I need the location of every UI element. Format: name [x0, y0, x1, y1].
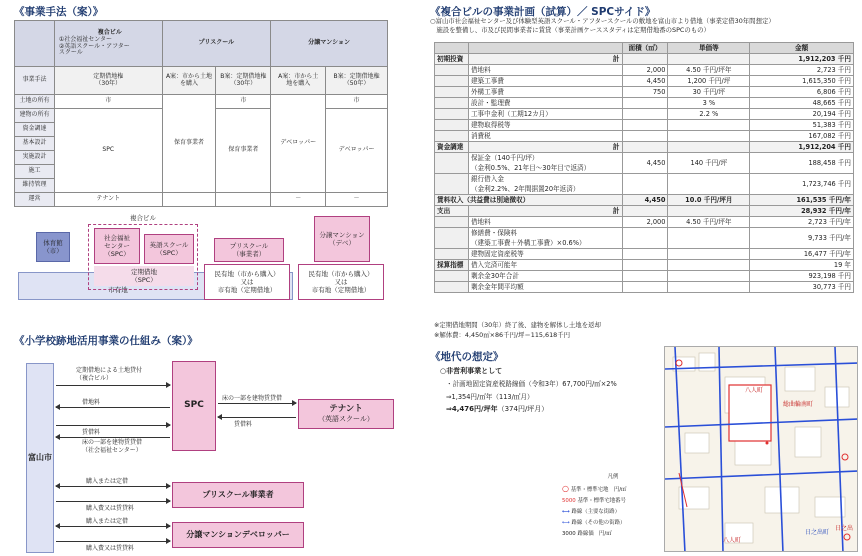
keikaku-cell-item: 建築工事費: [468, 76, 622, 87]
keikaku-row: [435, 282, 854, 293]
keikaku-cell-item: 設計・監理費: [468, 98, 622, 109]
keikaku-cell-amt: 923,198 千円: [750, 271, 854, 282]
route-price-map: [664, 346, 858, 552]
keikaku-cell-area: 4,450: [622, 76, 668, 87]
keikaku-cell-cat: 賃料収入（共益費は別途徴収）: [435, 195, 623, 206]
keikaku-cell-item: 建物取得税等: [468, 120, 622, 131]
legend-row1-text: 基準・標準宅地 円/㎡: [570, 487, 627, 493]
legend-row2-text: 基準・標準宅地番号: [577, 498, 626, 504]
legend-row5-text: 路線価 円/㎡: [577, 531, 612, 537]
keikaku-cell-item: 剰余金30年合計: [468, 271, 622, 282]
keikaku-cell-amt: 167,082 千円: [750, 131, 854, 142]
minyu1-block: 民有地（市から購入） 又は 市有地（定期借地）: [204, 264, 290, 300]
arrow6-label: 賃借料: [234, 421, 253, 428]
keikaku-cell-cat: [435, 217, 469, 228]
row-jisshi: 実施設計: [15, 151, 55, 165]
keikaku-cell-amt: 48,665 千円: [750, 98, 854, 109]
keikaku-cell-item: 借地料: [468, 65, 622, 76]
keikaku-cell-area: [622, 109, 668, 120]
keikaku-cell-unit: 3 %: [668, 98, 750, 109]
arrow2: [56, 407, 170, 408]
keikaku-cell-area: [622, 282, 668, 293]
keikaku-cell-unit: 4.50 千円/坪年: [668, 65, 750, 76]
map-svg: [665, 347, 858, 552]
keikaku-cell-area: 4,450: [622, 195, 668, 206]
map-legend: [562, 472, 664, 554]
keikaku-cell-area: [622, 54, 668, 65]
header-preschool: プリスクール: [162, 21, 271, 67]
keikaku-cell-cat: 支出: [435, 206, 469, 217]
chidai-l3: ⇒1,354円/㎡年（113/㎡月）: [446, 393, 534, 401]
keikaku-cell-item: 保証金（140千円/坪） （金利0.5%、21年目～30年目で返済）: [468, 153, 622, 174]
keikaku-cell-amt: 1,912,203 千円: [750, 54, 854, 65]
cell-pre-b-jigyosha: 保育事業者: [216, 109, 271, 193]
taiikukan-block: 体育館 （市）: [36, 232, 70, 262]
spc-box: SPC: [172, 361, 216, 451]
keikaku-cell-unit: [668, 228, 750, 249]
pre-block: プリスクール （事業者）: [214, 238, 284, 262]
header-fukugo: [54, 21, 162, 67]
cell-pre-b-tochi: 市: [216, 95, 271, 109]
arrow9: [56, 526, 170, 527]
keikaku-cell-cat: [435, 249, 469, 260]
keikaku-cell-cat: 初期投資: [435, 54, 469, 65]
keikaku-cell-unit: 1,200 千円/坪: [668, 76, 750, 87]
section-title-keikaku: 《複合ビルの事業計画（試算）／ SPCサイド》: [430, 6, 656, 18]
keikaku-cell-area: [622, 260, 668, 271]
keikaku-cell-sub: 計: [468, 206, 622, 217]
keikaku-cell-cat: [435, 98, 469, 109]
tenant-label: テナント: [329, 404, 363, 415]
keikaku-cell-cat: [435, 228, 469, 249]
keikaku-cell-sub: 計: [468, 54, 622, 65]
keikaku-row: [435, 76, 854, 87]
chidai-l2: ・計画地固定資産税路線価（令和3年）67,700円/㎡×2%: [446, 380, 617, 388]
keikaku-cell-item: 修繕費・保険料 （建築工事費＋外構工事費）×0.6%）: [468, 228, 622, 249]
section-title-chidai: 《地代の想定》: [430, 351, 504, 363]
keikaku-row: [435, 131, 854, 142]
arrow10: [56, 541, 170, 542]
shiyuchi-label: 市有地: [108, 286, 128, 294]
keikaku-row: [435, 260, 854, 271]
keikaku-cell-area: [622, 120, 668, 131]
keikaku-table: [434, 42, 854, 293]
row-unei: 運営: [15, 193, 55, 207]
keikaku-cell-area: 4,450: [622, 153, 668, 174]
keikaku-cell-area: 2,000: [622, 65, 668, 76]
cell-fukugo-spc: SPC: [54, 109, 162, 193]
keikaku-foot2: ※解体費：4,450㎡×86千円/坪＝115,618千円: [434, 331, 571, 339]
keikaku-header-row: [435, 43, 854, 54]
keikaku-cell-amt: 9,733 千円/年: [750, 228, 854, 249]
toyama-box: 富山市: [26, 363, 54, 553]
keikaku-cell-unit: 30 千円/坪: [668, 87, 750, 98]
keikaku-row: [435, 120, 854, 131]
keikaku-cell-cat: [435, 65, 469, 76]
keikaku-cell-area: 2,000: [622, 217, 668, 228]
row-tochi: 土地の所有: [15, 95, 55, 109]
keikaku-header-0: [435, 43, 469, 54]
keikaku-cell-amt: 28,932 千円/年: [750, 206, 854, 217]
main-road-icon: ⟷: [562, 509, 570, 515]
keikaku-cell-item: 工事中金利（工期12カ月）: [468, 109, 622, 120]
cell-fukugo-tochi: 市: [54, 95, 162, 109]
keikaku-cell-cat: 採算指標: [435, 260, 469, 271]
keikaku-cell-unit: 4.50 千円/坪年: [668, 217, 750, 228]
mansion-block: 分譲マンション （デベ）: [314, 216, 370, 262]
tenant-sub: （英語スクール）: [318, 414, 374, 423]
keikaku-cell-unit: 10.0 千円/坪月: [668, 195, 750, 206]
keikaku-cell-area: [622, 271, 668, 282]
legend-5000: 5000: [562, 498, 576, 504]
arrow3: [56, 425, 170, 426]
row-tatemono: 建物の所有: [15, 109, 55, 123]
cell-pre-a-unei: [162, 193, 216, 207]
chidai-l4: [446, 404, 548, 414]
keikaku-cell-unit: [668, 131, 750, 142]
legend-3000: 3000: [562, 531, 576, 537]
eigo-block: 英語スクール （SPC）: [144, 234, 194, 264]
keikaku-row: [435, 206, 854, 217]
keikaku-cell-amt: 6,806 千円: [750, 87, 854, 98]
row-kihon: 基本設計: [15, 137, 55, 151]
arrow7: [56, 486, 170, 487]
row-iji: 維持管理: [15, 179, 55, 193]
tenant-box: [298, 399, 394, 429]
keikaku-row: [435, 54, 854, 65]
cell-pre-b: B案：定期借地権 （30年）: [216, 67, 271, 95]
cell-man-b-developer: デベロッパー: [326, 109, 388, 193]
keikaku-row: [435, 271, 854, 282]
keikaku-cell-item: 借地料: [468, 217, 622, 228]
circle-icon: ○: [562, 484, 569, 493]
minyu2-block: 民有地（市から購入） 又は 市有地（定期借地）: [298, 264, 384, 300]
scheme-diagram: [6, 355, 406, 555]
keikaku-cell-amt: 16,477 千円/年: [750, 249, 854, 260]
arrow7-label: 購入または定借: [86, 478, 129, 485]
map-town5: 八人町: [723, 537, 742, 544]
keikaku-cell-unit: 140 千円/坪: [668, 153, 750, 174]
keikaku-cell-area: [622, 206, 668, 217]
cell-pre-b-unei: [216, 193, 271, 207]
keikaku-row: [435, 142, 854, 153]
teiki-block: 定期借地 （SPC）: [94, 266, 194, 286]
keikaku-cell-amt: 1,912,204 千円: [750, 142, 854, 153]
chidai-l4-sub: （374円/坪月）: [497, 405, 549, 413]
cell-man-b: B案：定期借地権 （50年）: [326, 67, 388, 95]
arrow5-label: 床の一部を建物賃貸借: [222, 395, 283, 402]
legend-title: 凡例: [607, 474, 619, 480]
keikaku-row: [435, 249, 854, 260]
keikaku-row: [435, 87, 854, 98]
keikaku-cell-area: [622, 174, 668, 195]
keikaku-cell-unit: 2.2 %: [668, 109, 750, 120]
keikaku-cell-cat: [435, 174, 469, 195]
cell-man-a: A案：市から土 地を購入: [271, 67, 326, 95]
keikaku-cell-item: 銀行借入金 （金利2.2%、2年間据置20年返済）: [468, 174, 622, 195]
keikaku-cell-area: [622, 131, 668, 142]
keikaku-cell-item: 剰余金年間平均額: [468, 282, 622, 293]
keikaku-cell-unit: [668, 174, 750, 195]
keikaku-cell-item: 借入完済可能年: [468, 260, 622, 271]
keikaku-note: ○富山市社会福祉センター及び体験型英語スクール・アフタースクールの敷地を富山市より借地（事業定借30年間想定） 施設を整備し、市及び民間事業者に賃貸（事業計画ケーススタディは定期借地番のSPCのもの）: [430, 17, 775, 34]
legend-row4-text: 路線（その他の街路）: [571, 520, 626, 526]
arrow8: [56, 501, 170, 502]
keikaku-cell-item: 消費税: [468, 131, 622, 142]
mansion-dev-box: 分譲マンションデベロッパー: [172, 522, 304, 548]
keikaku-cell-amt: 2,723 千円/年: [750, 217, 854, 228]
header-fukugo-label: 複合ビル: [97, 28, 122, 36]
keikaku-cell-item: 外構工事費: [468, 87, 622, 98]
keikaku-cell-amt: 161,535 千円/年: [750, 195, 854, 206]
keikaku-cell-unit: [668, 206, 750, 217]
keikaku-cell-area: [622, 228, 668, 249]
cell-man-b-tochi: 市: [326, 95, 388, 109]
keikaku-cell-amt: 188,458 千円: [750, 153, 854, 174]
map-town4: 日之出: [835, 525, 854, 532]
fukugo-label: 複合ビル: [130, 214, 156, 222]
keikaku-cell-unit: [668, 142, 750, 153]
cell-man-b-unei: －: [326, 193, 388, 207]
cell-fukugo-tenant: テナント: [54, 193, 162, 207]
map-town1: 八人町: [745, 387, 764, 394]
keikaku-row: [435, 98, 854, 109]
keikaku-header-4: 金額: [750, 43, 854, 54]
keikaku-cell-area: 750: [622, 87, 668, 98]
map-town2: 総曲輪南町: [783, 401, 814, 408]
keikaku-foot1: ※定期借地期間（30年）終了後、建物を解体し土地を返却: [434, 321, 601, 329]
keikaku-cell-cat: [435, 120, 469, 131]
keikaku-cell-area: [622, 142, 668, 153]
keikaku-cell-cat: [435, 282, 469, 293]
keikaku-cell-cat: [435, 271, 469, 282]
arrow1-label: 定期借地による土地貸付 （複合ビル）: [76, 367, 143, 382]
keikaku-cell-amt: 20,194 千円: [750, 109, 854, 120]
keikaku-row: [435, 109, 854, 120]
keikaku-cell-sub: 計: [468, 142, 622, 153]
keikaku-cell-area: [622, 249, 668, 260]
keikaku-cell-unit: [668, 282, 750, 293]
arrow8-label: 購入費又は賃貸料: [86, 505, 135, 512]
row-seko: 施工: [15, 165, 55, 179]
keikaku-cell-area: [622, 98, 668, 109]
row-shikin: 資金調達: [15, 123, 55, 137]
keikaku-row: [435, 195, 854, 206]
section-title-shikumi: 《小学校跡地活用事業の仕組み（案）》: [14, 335, 198, 347]
keikaku-cell-cat: [435, 76, 469, 87]
keikaku-cell-cat: [435, 109, 469, 120]
arrow2-label: 借地料: [82, 399, 101, 406]
keikaku-cell-amt: 30,773 千円: [750, 282, 854, 293]
pre-jigyosha-box: プリスクール事業者: [172, 482, 304, 508]
keikaku-cell-amt: 51,383 千円: [750, 120, 854, 131]
arrow1: [56, 385, 170, 386]
keikaku-row: [435, 153, 854, 174]
legend-row5: [562, 529, 664, 540]
cell-man-a-unei: －: [271, 193, 326, 207]
keikaku-cell-unit: [668, 271, 750, 282]
legend-row3: [562, 507, 664, 518]
chidai-l4-main: ⇒4,476円/坪年: [446, 405, 498, 413]
keikaku-cell-amt: 1,615,350 千円: [750, 76, 854, 87]
keikaku-cell-unit: [668, 260, 750, 271]
legend-row2: [562, 496, 664, 507]
cell-fukugo-teiki: 定期借地権 （30年）: [54, 67, 162, 95]
section-title-jigyo-shuho: 《事業手法（案）》: [14, 6, 104, 18]
map-town3: 日之出町: [805, 529, 830, 536]
keikaku-cell-cat: [435, 87, 469, 98]
keikaku-cell-unit: [668, 120, 750, 131]
keikaku-cell-cat: [435, 153, 469, 174]
arrow10-label: 購入費又は賃貸料: [86, 545, 135, 552]
keikaku-row: [435, 174, 854, 195]
keikaku-cell-amt: 2,723 千円: [750, 65, 854, 76]
legend-row4: [562, 518, 664, 529]
jigyo-shuho-table: [14, 20, 388, 207]
chidai-l1: ○非営利事業として: [440, 367, 503, 375]
other-road-icon: ⟷: [562, 520, 570, 526]
keikaku-row: [435, 65, 854, 76]
arrow9-label: 購入または定借: [86, 518, 129, 525]
cell-pre-a-jigyosha: 保育事業者: [162, 95, 216, 193]
legend-row1: [562, 483, 664, 496]
header-blank: [15, 21, 55, 67]
cell-man-a-developer: デベロッパー: [271, 95, 326, 193]
arrow4-label: 賃借料: [82, 429, 101, 436]
legend-row3-text: 路線（主要な街路）: [571, 509, 620, 515]
header-mansion: 分譲マンション: [271, 21, 388, 67]
cell-pre-a: A案：市から土地を購入: [162, 67, 216, 95]
arrow6: [218, 417, 296, 418]
keikaku-cell-item: 建物固定資産税等: [468, 249, 622, 260]
keikaku-header-3: 単価等: [668, 43, 750, 54]
keikaku-cell-cat: 資金調達: [435, 142, 469, 153]
arrow3-label: 床の一部を建物賃貸借 （社会福祉センター）: [82, 439, 143, 454]
shakai-block: 社会福祉 センター （SPC）: [94, 228, 140, 264]
keikaku-cell-unit: [668, 54, 750, 65]
keikaku-row: [435, 228, 854, 249]
keikaku-cell-amt: 19 年: [750, 260, 854, 271]
keikaku-cell-cat: [435, 131, 469, 142]
arrow5: [218, 403, 296, 404]
header-fukugo-items: ①社会福祉センター ②英語スクール・アフター スクール: [58, 35, 130, 57]
keikaku-header-2: 面積（㎡）: [622, 43, 668, 54]
keikaku-cell-amt: 1,723,746 千円: [750, 174, 854, 195]
arrow4: [56, 437, 170, 438]
keikaku-cell-unit: [668, 249, 750, 260]
row-jigyo-shuho: 事業手法: [15, 67, 55, 95]
site-layout-diagram: [18, 210, 390, 302]
keikaku-header-1: [468, 43, 622, 54]
keikaku-row: [435, 217, 854, 228]
